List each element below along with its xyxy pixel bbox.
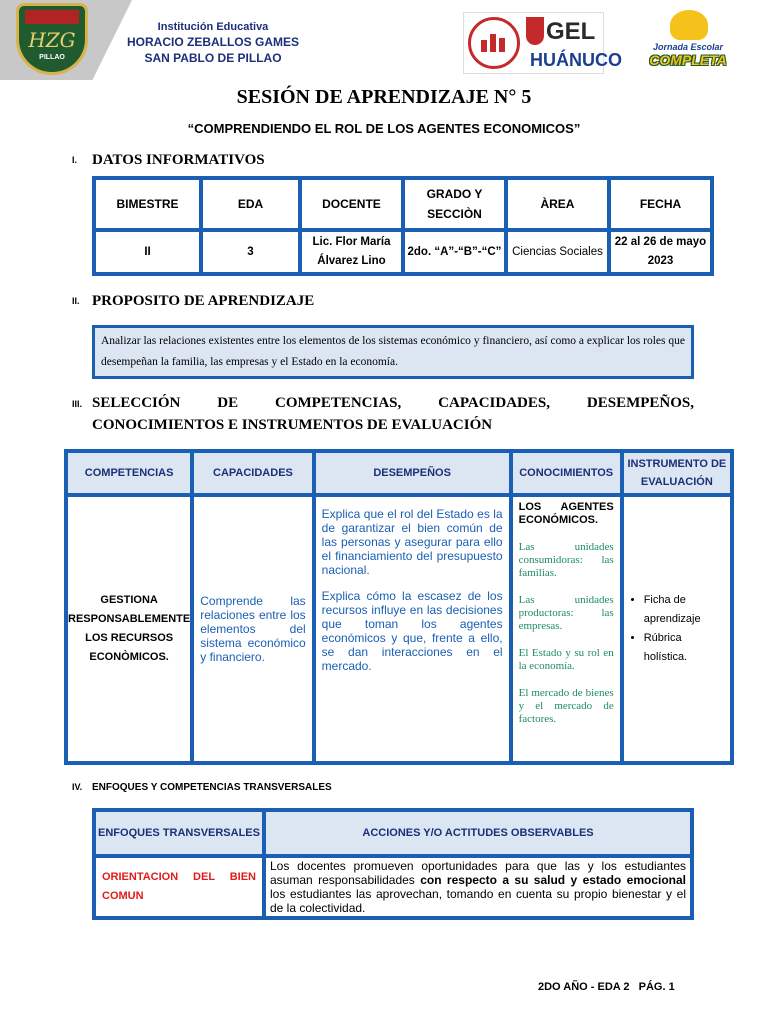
conocimientos-title-line1: LOS AGENTES xyxy=(518,501,614,513)
header-docente: DOCENTE xyxy=(302,180,401,228)
value-area: Ciencias Sociales xyxy=(508,232,607,272)
enfoque-cell: ORIENTACION DEL BIEN COMUN xyxy=(96,858,262,916)
competencias-table xyxy=(64,449,734,765)
conocimientos-cell xyxy=(513,497,620,761)
ugel-u-mark-icon xyxy=(526,17,544,45)
purpose-box xyxy=(92,325,694,379)
desempeno-item: Explica que el rol del Estado es la de garantizar el bien común de las personas y asegurar para ello el financiamiento del presupuesto nacional. xyxy=(321,507,503,577)
seal-bar xyxy=(499,38,505,52)
header-enfoques: ENFOQUES TRANSVERSALES xyxy=(96,812,262,854)
crest-top-band xyxy=(25,10,79,24)
value-docente: Lic. Flor María Álvarez Lino xyxy=(302,232,401,272)
crest-monogram: HZG xyxy=(28,28,76,52)
desempeno-item: Explica cómo la escasez de los recursos influye en las decisiones que toman los agentes económicos y que, frente a ello, se dan interacciones en el mercado. xyxy=(321,589,503,673)
header-eda: EDA xyxy=(203,180,298,228)
header-competencias: COMPETENCIAS xyxy=(68,453,190,493)
instrumento-cell xyxy=(624,497,730,761)
clock-sun-icon xyxy=(670,10,708,40)
school-info xyxy=(118,20,308,66)
ugel-seal-icon xyxy=(468,17,520,69)
section4-title: ENFOQUES Y COMPETENCIAS TRANSVERSALES xyxy=(92,782,332,793)
accion-text-bold: con respecto a su salud y estado emocional xyxy=(420,873,686,887)
section1-title: DATOS INFORMATIVOS xyxy=(92,152,265,168)
conocimientos-title-line2: ECONÓMICOS. xyxy=(518,514,599,526)
desempenos-cell xyxy=(316,497,509,761)
section1-number: I. xyxy=(72,155,78,165)
header-acciones: ACCIONES Y/O ACTITUDES OBSERVABLES xyxy=(266,812,690,854)
header-fecha: FECHA xyxy=(611,180,710,228)
table-row xyxy=(96,232,710,272)
ugel-brand: GEL xyxy=(546,18,596,45)
header-capacidades: CAPACIDADES xyxy=(194,453,311,493)
value-eda: 3 xyxy=(203,232,298,272)
institution-label: Institución Educativa xyxy=(157,21,269,33)
instrumento-item: • Rúbrica holística. xyxy=(644,629,726,667)
capacidad-cell: Comprende las relaciones entre los elementos del sistema económico y financiero. xyxy=(194,497,311,761)
header-desempenos: DESEMPEÑOS xyxy=(316,453,509,493)
school-location: SAN PABLO DE PILLAO xyxy=(144,51,282,65)
seal-bar xyxy=(481,40,487,52)
section3-title-line2: CONOCIMIENTOS E INSTRUMENTOS DE EVALUACIÓN xyxy=(92,417,493,433)
crest-text: PILLAO xyxy=(39,54,65,61)
page-footer: 2DO AÑO - EDA 2 PÁG. 1 xyxy=(538,981,675,993)
section2-title: PROPOSITO DE APRENDIZAJE xyxy=(92,293,315,309)
accion-cell xyxy=(266,858,690,916)
section3-title-line1: SELECCIÓN DE COMPETENCIAS, CAPACIDADES, DESEMPEÑOS, xyxy=(92,395,694,411)
page-subtitle: “COMPRENDIENDO EL ROL DE LOS AGENTES ECONOMICOS” xyxy=(187,121,581,136)
accion-text-part1: Los docentes promueven oportunidades para que las y los estudiantes asuman responsabilidades xyxy=(270,859,686,887)
table-row xyxy=(96,180,710,228)
competencia-cell: GESTIONA RESPONSABLEMENTE LOS RECURSOS ECONÒMICOS. xyxy=(68,497,190,761)
ugel-logo xyxy=(463,12,622,74)
ugel-region: HUÁNUCO xyxy=(530,50,622,70)
section2-number: II. xyxy=(72,296,80,306)
jornada-logo xyxy=(636,8,740,74)
datos-table xyxy=(92,176,714,276)
section3-number: III. xyxy=(72,399,83,409)
header-area: ÀREA xyxy=(508,180,607,228)
header-bimestre: BIMESTRE xyxy=(96,180,199,228)
instrumento-item: • Ficha de aprendizaje xyxy=(644,591,726,629)
table-row xyxy=(68,497,730,761)
jornada-line2: COMPLETA xyxy=(649,52,727,68)
header-instrumento: INSTRUMENTO DE EVALUACIÓN xyxy=(624,453,730,493)
school-crest-icon xyxy=(16,3,88,75)
value-grado: 2do. “A”-“B”-“C” xyxy=(405,232,504,272)
value-bimestre: II xyxy=(96,232,199,272)
table-row xyxy=(68,453,730,493)
school-name: HORACIO ZEBALLOS GAMES xyxy=(126,35,299,49)
conocimiento-item: Las unidades consumidoras: las familias. xyxy=(518,541,614,579)
section4-number: IV. xyxy=(72,782,83,792)
instrumento-list xyxy=(628,591,726,667)
page-header xyxy=(0,0,768,80)
accion-text-part2: los estudiantes las aprovechan, tomando en cuenta su propio bienestar y el de la colectividad. xyxy=(270,887,686,915)
conocimiento-item: Las unidades productoras: las empresas. xyxy=(518,594,614,632)
header-conocimientos: CONOCIMIENTOS xyxy=(513,453,620,493)
enfoques-table xyxy=(92,808,694,920)
conocimiento-item: El mercado de bienes y el mercado de factores. xyxy=(518,687,614,725)
table-row xyxy=(96,812,690,854)
value-fecha: 22 al 26 de mayo 2023 xyxy=(611,232,710,272)
purpose-text: Analizar las relaciones existentes entre los elementos de los sistemas económico y financiero, así como a explicar los roles que desempeñan la familia, las empresas y el Estado en la economía. xyxy=(95,328,691,376)
conocimiento-item: El Estado y su rol en la economía. xyxy=(518,647,614,672)
table-row xyxy=(96,858,690,916)
page-title: SESIÓN DE APRENDIZAJE N° 5 xyxy=(236,86,532,108)
jornada-line1: Jornada Escolar xyxy=(652,42,724,52)
seal-bar xyxy=(490,34,496,52)
header-grado: GRADO Y SECCIÒN xyxy=(405,180,504,228)
